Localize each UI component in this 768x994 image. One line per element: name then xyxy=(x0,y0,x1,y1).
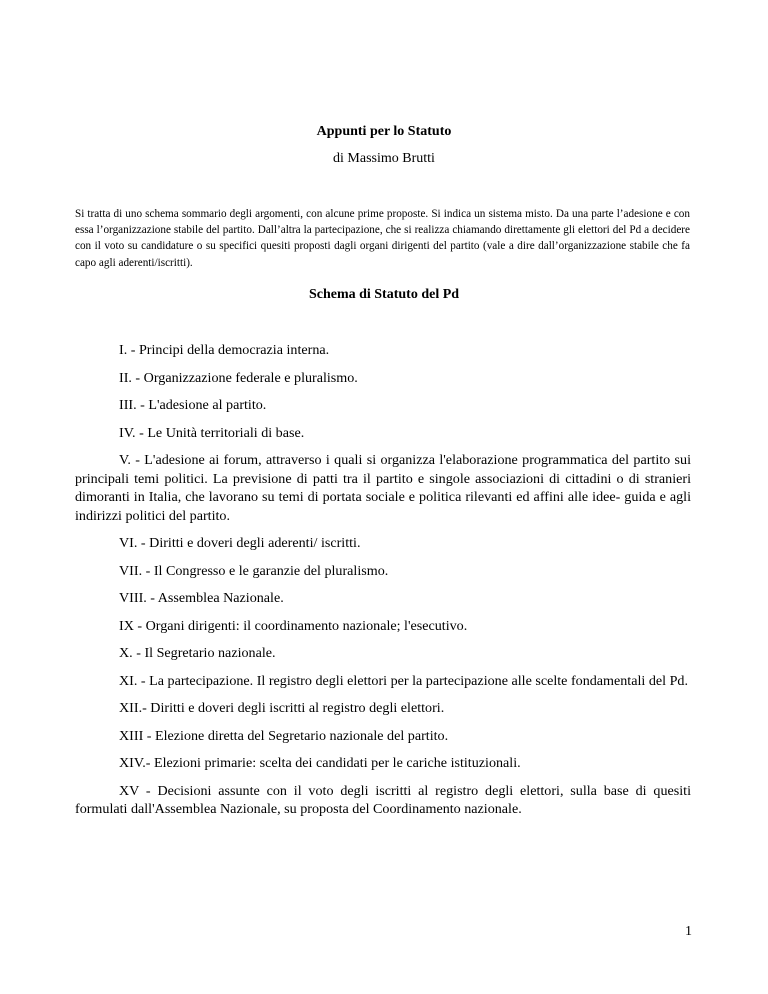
outline-item: XI. - La partecipazione. Il registro degli elettori per la partecipazione alle scelte fondamentali del Pd. xyxy=(119,672,688,689)
outline-item: XII.- Diritti e doveri degli iscritti al registro degli elettori. xyxy=(119,700,445,716)
outline-item: XV - Decisioni assunte con il voto degli iscritti al registro degli elettori, sulla base di quesiti formulati dall'Assemblea Nazionale, su proposta del Coordinamento nazionale. xyxy=(75,782,691,817)
outline-item: VI. - Diritti e doveri degli aderenti/ iscritti. xyxy=(119,535,361,551)
outline-item: X. - Il Segretario nazionale. xyxy=(119,645,276,661)
section-title: Schema di Statuto del Pd xyxy=(308,287,460,302)
outline-item: V. - L'adesione ai forum, attraverso i quali si organizza l'elaborazione programmatica del partito sui principali temi politici. La previsione di patti tra il partito e singole associazioni di cittadini o di stranieri dimoranti in Italia, che lavorano su temi di portata sociale e politica rilevanti ed affini alle idee- guida e agli indirizzi politici del partito. xyxy=(75,452,691,524)
page-number: 1 xyxy=(685,924,692,939)
outline-item: III. - L'adesione al partito. xyxy=(119,397,267,413)
outline-item: VII. - Il Congresso e le garanzie del pluralismo. xyxy=(119,562,389,579)
document-title: Appunti per lo Statuto xyxy=(316,124,452,139)
outline-item: XIV.- Elezioni primarie: scelta dei candidati per le cariche istituzionali. xyxy=(119,755,521,771)
statute-outline-list xyxy=(75,341,691,819)
outline-item: II. - Organizzazione federale e pluralismo. xyxy=(119,369,358,386)
outline-item: XIII - Elezione diretta del Segretario nazionale del partito. xyxy=(119,727,449,744)
document-author: di Massimo Brutti xyxy=(333,151,435,166)
outline-item: IV. - Le Unità territoriali di base. xyxy=(119,424,305,441)
outline-item: IX - Organi dirigenti: il coordinamento nazionale; l'esecutivo. xyxy=(119,617,468,634)
outline-item: I. - Principi della democrazia interna. xyxy=(119,342,330,358)
intro-paragraph: Si tratta di uno schema sommario degli argomenti, con alcune prime proposte. Si indica un sistema misto. Da una parte l’adesione e con essa l’organizzazione stabile del partito. Dall’altra la partecipazione, che si realizza chiamando direttamente gli elettori del Pd a decidere con il voto su candidature o su specifici quesiti proposti dagli organi dirigenti del partito (vale a dire dall’organizzazione stabile che fa capo agli aderenti/iscritti). xyxy=(75,208,690,269)
outline-item: VIII. - Assemblea Nazionale. xyxy=(119,590,284,606)
